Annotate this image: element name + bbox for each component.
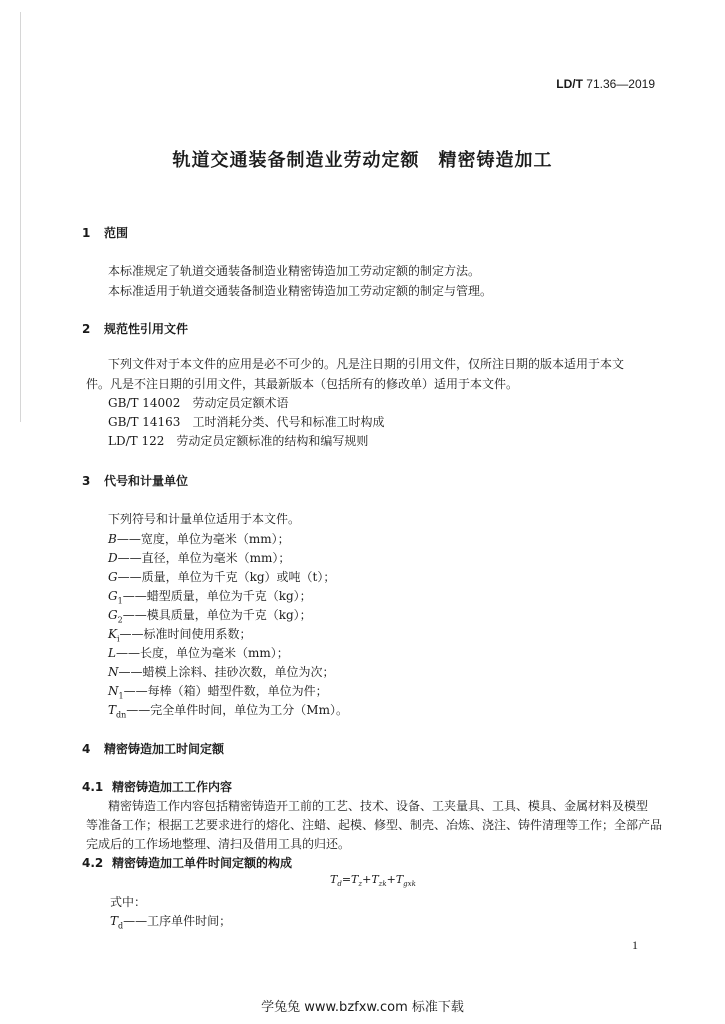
binding-edge-line bbox=[20, 12, 21, 422]
section-2-paragraph-line-1: 下列文件对于本文件的应用是必不可少的。凡是注日期的引用文件，仅所注日期的版本适用于本文 bbox=[108, 357, 625, 371]
section-4-1-paragraph-line-2: 等准备工作；根据工艺要求进行的熔化、注蜡、起模、修型、制壳、冶炼、浇注、铸件清理等工作；全部产品 bbox=[86, 818, 663, 832]
formula-where-label: 式中： bbox=[110, 895, 147, 909]
section-4-1-paragraph-line-3: 完成后的工作场地整理、清扫及借用工具的归还。 bbox=[86, 837, 351, 851]
section-1-paragraph-2: 本标准适用于轨道交通装备制造业精密铸造加工劳动定额的制定与管理。 bbox=[108, 284, 493, 298]
section-4-1-paragraph-line-1: 精密铸造工作内容包括精密铸造开工前的工艺、技术、设备、工夹量具、工具、模具、金属材料及模型 bbox=[108, 799, 649, 813]
section-4-2-heading: 4.2 精密铸造加工单件时间定额的构成 bbox=[82, 856, 293, 870]
time-formula: $T_d=T_z+T_{zk}+T_{gxk}$ bbox=[330, 873, 416, 889]
watermark-footer: 学兔兔 www.bzfxw.com 标准下载 bbox=[261, 1000, 464, 1015]
document-title: 轨道交通装备制造业劳动定额 精密铸造加工 bbox=[172, 150, 553, 171]
symbol-definition: L——长度，单位为毫米（mm）； bbox=[108, 646, 289, 660]
normative-reference: GB/T 14002 劳动定员定额术语 bbox=[108, 396, 289, 410]
symbol-definition: N——蜡模上涂料、挂砂次数，单位为次； bbox=[108, 665, 335, 679]
section-1-paragraph-1: 本标准规定了轨道交通装备制造业精密铸造加工劳动定额的制定方法。 bbox=[108, 264, 481, 278]
symbol-definition: $K_i——$标准时间使用系数； bbox=[108, 627, 252, 644]
normative-reference: GB/T 14163 工时消耗分类、代号和标准工时构成 bbox=[108, 415, 385, 429]
section-2-heading: 2 规范性引用文件 bbox=[82, 322, 189, 336]
section-3-heading: 3 代号和计量单位 bbox=[82, 474, 189, 488]
section-2-paragraph-line-2: 件。凡是不注日期的引用文件，其最新版本（包括所有的修改单）适用于本文件。 bbox=[86, 377, 519, 391]
standard-code: LD/T 71.36—2019 bbox=[556, 77, 655, 91]
symbol-definition: $G_1——$蜡型质量，单位为千克（kg）； bbox=[108, 589, 312, 606]
symbol-definition: B——宽度，单位为毫米（mm）； bbox=[108, 532, 290, 546]
symbol-definition: $T_d——$工序单件时间； bbox=[110, 914, 232, 931]
symbol-definition: $G_2——$模具质量，单位为千克（kg）； bbox=[108, 608, 312, 625]
section-4-1-heading: 4.1 精密铸造加工工作内容 bbox=[82, 780, 233, 794]
section-4-heading: 4 精密铸造加工时间定额 bbox=[82, 742, 225, 756]
page-number: 1 bbox=[632, 938, 638, 952]
symbol-definition: G——质量，单位为千克（kg）或吨（t）； bbox=[108, 570, 336, 584]
section-3-intro: 下列符号和计量单位适用于本文件。 bbox=[108, 512, 301, 526]
symbol-definition: $N_1——$每棒（箱）蜡型件数，单位为件； bbox=[108, 684, 328, 701]
symbol-definition: D——直径，单位为毫米（mm）； bbox=[108, 551, 291, 565]
symbol-definition: $T_{dn}——$完全单件时间，单位为工分（Mm）。 bbox=[108, 703, 348, 720]
normative-reference: LD/T 122 劳动定员定额标准的结构和编写规则 bbox=[108, 434, 369, 448]
section-1-heading: 1 范围 bbox=[82, 226, 129, 240]
